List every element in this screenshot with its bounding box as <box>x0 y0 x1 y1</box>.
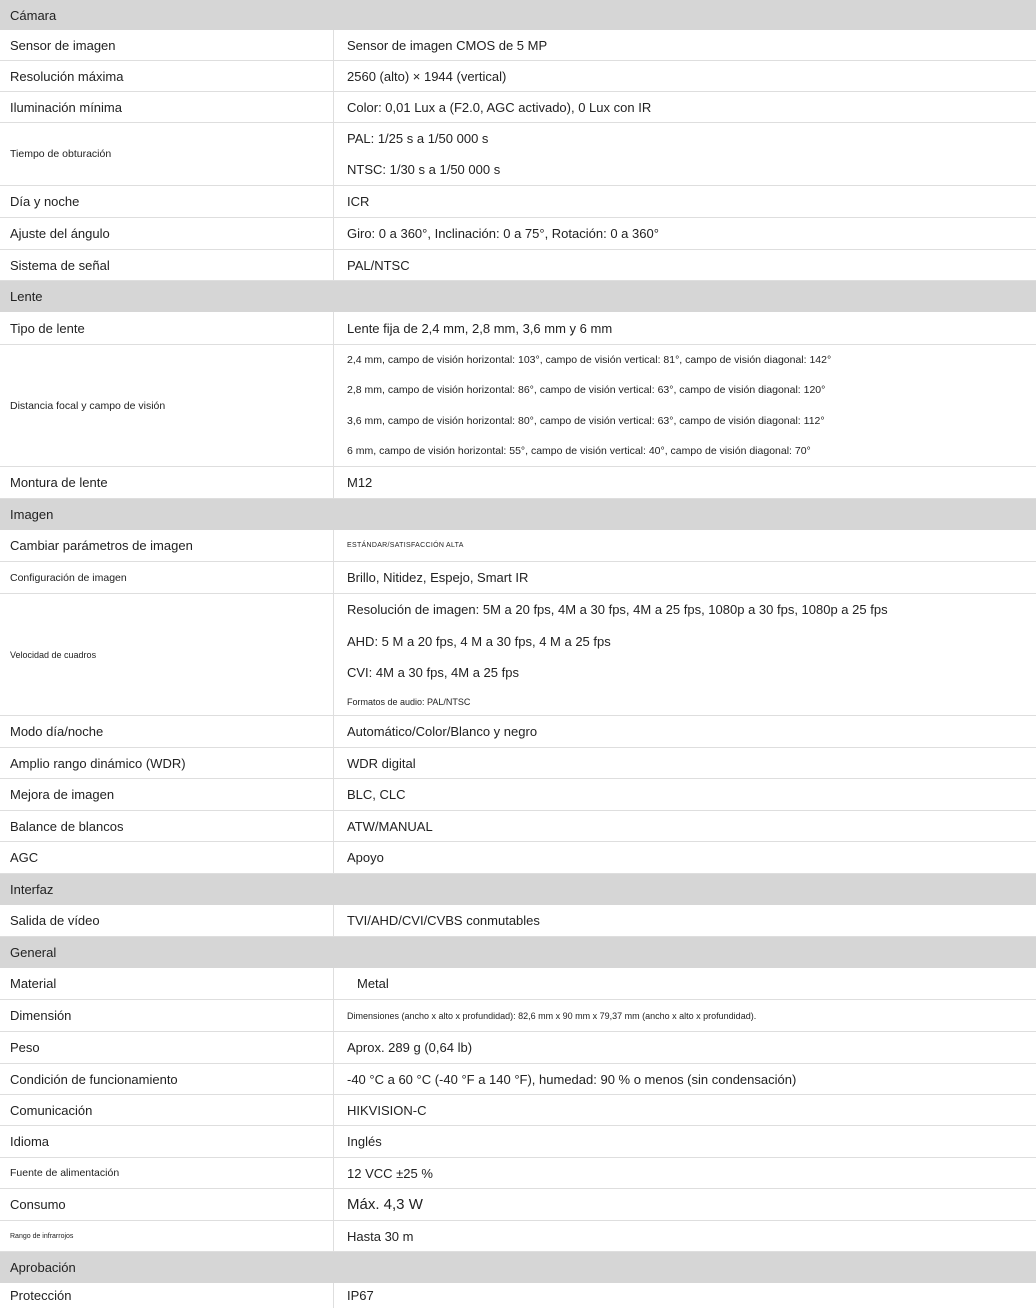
spec-value: PAL: 1/25 s a 1/50 000 s NTSC: 1/30 s a 1/50 000 s <box>347 131 501 177</box>
spec-row-agc <box>0 842 1036 874</box>
spec-label: Resolución máxima <box>0 61 334 91</box>
spec-row-mejora <box>0 779 1036 811</box>
spec-value: Hasta 30 m <box>347 1228 414 1244</box>
spec-value: Apoyo <box>347 850 384 865</box>
spec-value: Automático/Color/Blanco y negro <box>347 724 538 739</box>
spec-row-wdr <box>0 748 1036 779</box>
spec-label: Cambiar parámetros de imagen <box>0 530 334 561</box>
section-header-lente <box>0 281 1036 312</box>
spec-label: Balance de blancos <box>0 811 334 841</box>
spec-value: Resolución de imagen: 5M a 20 fps, 4M a 30 fps, 4M a 25 fps, 1080p a 30 fps, 1080p a 25 fps AHD: 5 M a 20 fps, 4 M a 30 fps, 4 M a 25 fps CVI: 4M a 30 fps, 4M a 25 fps Formatos de audio: PAL/NTSC <box>347 602 888 707</box>
spec-value: Máx. 4,3 W <box>347 1196 423 1213</box>
spec-label: Salida de vídeo <box>0 905 334 936</box>
spec-row-balance <box>0 811 1036 842</box>
spec-label: Dimensión <box>0 1000 334 1031</box>
spec-label: Mejora de imagen <box>0 779 334 810</box>
spec-row-senal <box>0 250 1036 281</box>
spec-row-config <box>0 562 1036 594</box>
spec-value: ICR <box>347 194 370 209</box>
spec-row-condicion <box>0 1064 1036 1095</box>
section-header-interfaz <box>0 874 1036 905</box>
spec-row-resolucion <box>0 61 1036 92</box>
spec-value: Inglés <box>347 1134 382 1149</box>
spec-value: 2,4 mm, campo de visión horizontal: 103°, campo de visión vertical: 81°, campo de visión diagonal: 142° 2,8 mm, campo de visión horizontal: 86°, campo de visión vertical: 63°, campo de visión diagonal: 120° 3,6 mm, campo de visión horizontal: 80°, campo de visión vertical: 63°, campo de visión diagonal: 112° 6 mm, campo de visión horizontal: 55°, campo de visión vertical: 40°, campo de visión diagonal: 70° <box>347 354 832 457</box>
spec-row-tipo-lente <box>0 312 1036 345</box>
section-title: Aprobación <box>10 1260 76 1275</box>
spec-label: Protección <box>0 1283 334 1308</box>
section-title: Imagen <box>10 507 54 522</box>
spec-label: Condición de funcionamiento <box>0 1064 334 1094</box>
spec-value: 2560 (alto) × 1944 (vertical) <box>347 68 507 84</box>
spec-label: Fuente de alimentación <box>0 1158 334 1188</box>
spec-label: Material <box>0 968 334 999</box>
spec-row-idioma <box>0 1126 1036 1158</box>
spec-label: Peso <box>0 1032 334 1063</box>
spec-value: Aprox. 289 g (0,64 lb) <box>347 1040 473 1055</box>
spec-value: Lente fija de 2,4 mm, 2,8 mm, 3,6 mm y 6 mm <box>347 320 613 336</box>
spec-row-dimension <box>0 1000 1036 1032</box>
spec-value: ATW/MANUAL <box>347 818 433 834</box>
spec-row-montura <box>0 467 1036 499</box>
spec-row-sensor <box>0 30 1036 61</box>
spec-row-cambiar <box>0 530 1036 562</box>
section-header-general <box>0 937 1036 968</box>
section-title: Lente <box>10 289 43 304</box>
section-header-camara <box>0 0 1036 30</box>
spec-row-obturacion <box>0 123 1036 186</box>
spec-label: Modo día/noche <box>0 716 334 747</box>
spec-value: -40 °C a 60 °C (-40 °F a 140 °F), humedad: 90 % o menos (sin condensación) <box>347 1071 797 1087</box>
spec-value: 12 VCC ±25 % <box>347 1165 433 1181</box>
spec-value: Metal <box>357 976 389 991</box>
spec-value: Brillo, Nitidez, Espejo, Smart IR <box>347 570 529 585</box>
spec-row-peso <box>0 1032 1036 1064</box>
spec-value: Sensor de imagen CMOS de 5 MP <box>347 37 548 53</box>
section-title: General <box>10 945 57 960</box>
spec-row-iluminacion <box>0 92 1036 123</box>
spec-value: Dimensiones (ancho x alto x profundidad): 82,6 mm x 90 mm x 79,37 mm (ancho x alto x profundidad). <box>347 1010 757 1021</box>
spec-value: ESTÁNDAR/SATISFACCIÓN ALTA <box>347 542 464 549</box>
spec-value: PAL/NTSC <box>347 257 410 273</box>
spec-label: Distancia focal y campo de visión <box>0 345 334 466</box>
section-title: Interfaz <box>10 882 54 897</box>
spec-row-modo <box>0 716 1036 748</box>
spec-label: Ajuste del ángulo <box>0 218 334 249</box>
spec-row-comunicacion <box>0 1095 1036 1126</box>
spec-value: HIKVISION-C <box>347 1102 427 1118</box>
spec-label: Montura de lente <box>0 467 334 498</box>
spec-value: TVI/AHD/CVI/CVBS conmutables <box>347 913 540 928</box>
spec-row-consumo <box>0 1189 1036 1221</box>
spec-label: Rango de infrarrojos <box>0 1221 334 1251</box>
spec-row-ajuste <box>0 218 1036 250</box>
spec-label: Día y noche <box>0 186 334 217</box>
spec-label: Iluminación mínima <box>0 92 334 122</box>
spec-row-material <box>0 968 1036 1000</box>
spec-value: Giro: 0 a 360°, Inclinación: 0 a 75°, Rotación: 0 a 360° <box>347 226 659 241</box>
spec-row-proteccion <box>0 1283 1036 1308</box>
spec-value: Color: 0,01 Lux a (F2.0, AGC activado), 0 Lux con IR <box>347 99 652 115</box>
spec-value: IP67 <box>347 1288 374 1303</box>
spec-row-salida <box>0 905 1036 937</box>
spec-label: AGC <box>0 842 334 873</box>
section-header-imagen <box>0 499 1036 530</box>
spec-row-velocidad <box>0 594 1036 716</box>
spec-label: Tipo de lente <box>0 312 334 344</box>
spec-row-focal <box>0 345 1036 467</box>
spec-value: M12 <box>347 475 373 490</box>
spec-value: WDR digital <box>347 755 416 771</box>
spec-label: Configuración de imagen <box>0 562 334 593</box>
spec-row-fuente <box>0 1158 1036 1189</box>
section-header-aprobacion <box>0 1252 1036 1283</box>
spec-label: Consumo <box>0 1189 334 1220</box>
spec-label: Tiempo de obturación <box>0 123 334 185</box>
spec-label: Idioma <box>0 1126 334 1157</box>
section-title: Cámara <box>10 7 57 23</box>
spec-label: Comunicación <box>0 1095 334 1125</box>
spec-row-rango-ir <box>0 1221 1036 1252</box>
spec-label: Sistema de señal <box>0 250 334 280</box>
spec-row-dia-noche <box>0 186 1036 218</box>
spec-label: Sensor de imagen <box>0 30 334 60</box>
spec-label: Velocidad de cuadros <box>0 594 334 715</box>
spec-value: BLC, CLC <box>347 787 406 802</box>
spec-label: Amplio rango dinámico (WDR) <box>0 748 334 778</box>
